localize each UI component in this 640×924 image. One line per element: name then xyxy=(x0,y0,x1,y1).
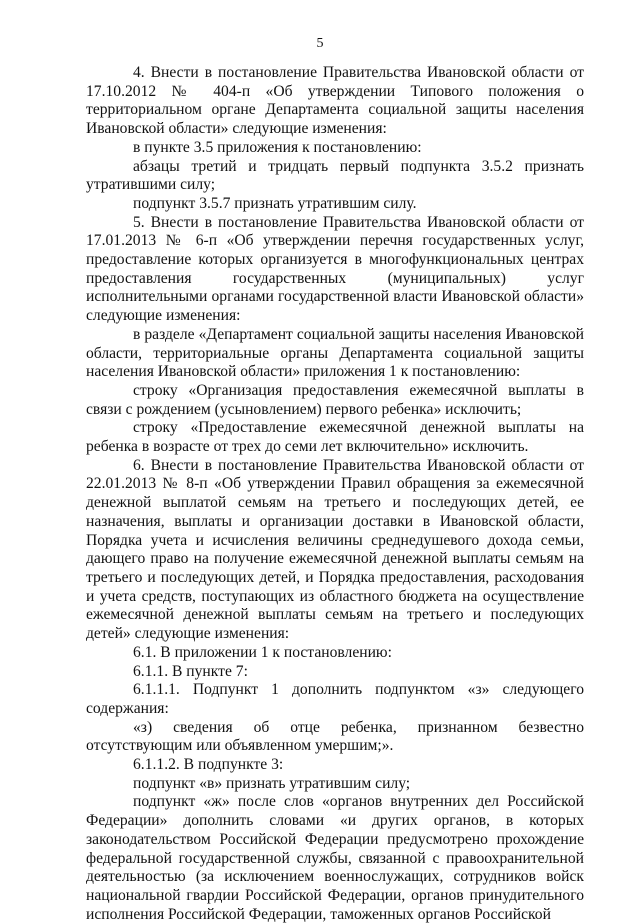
document-body xyxy=(86,64,584,924)
paragraph-subitem: «з) сведения об отце ребенка, признанном безвестно отсутствующим или объявленном умершим;». xyxy=(86,718,584,755)
paragraph-subitem: подпункт «ж» после слов «органов внутренних дел Российской Федерации» дополнить словами «и других органов, в которых законодательством Российской Федерации предусмотрено прохождение федеральной государственной службы, связанной с правоохранительной деятельностью (за исключением военнослужащих, сотрудников войск национальной гвардии Российской Федерации, органов принудительного исполнения Российской Федерации, таможенных органов Российской xyxy=(86,793,584,923)
paragraph-item-5: 5. Внести в постановление Правительства Ивановской области от 17.01.2013 № 6-п «Об утверждении перечня государственных услуг, предоставление которых организуется в многофункциональных центрах предоставления государственных (муниципальных) услуг исполнительными органами государственной власти Ивановской области» следующие изменения: xyxy=(86,213,584,325)
page-number: 5 xyxy=(316,36,324,51)
paragraph-subitem: в разделе «Департамент социальной защиты населения Ивановской области, территориальные органы Департамента социальной защиты населения Ивановской области» приложения 1 к постановлению: xyxy=(86,325,584,381)
paragraph-subitem: 6.1. В приложении 1 к постановлению: xyxy=(133,643,392,661)
paragraph-subitem: строку «Организация предоставления ежемесячной выплаты в связи с рождением (усыновлением) первого ребенка» исключить; xyxy=(86,381,584,418)
paragraph-subitem: строку «Предоставление ежемесячной денежной выплаты на ребенка в возрасте от трех до семи лет включительно» исключить. xyxy=(86,419,584,456)
paragraph-subitem: подпункт 3.5.7 признать утратившим силу. xyxy=(133,194,417,212)
paragraph-subitem: 6.1.1.2. В подпункте 3: xyxy=(133,756,284,774)
paragraph-subitem: 6.1.1. В пункте 7: xyxy=(133,662,248,680)
paragraph-subitem: в пункте 3.5 приложения к постановлению: xyxy=(133,138,422,156)
paragraph-item-6: 6. Внести в постановление Правительства Ивановской области от 22.01.2013 № 8-п «Об утверждении Правил обращения за ежемесячной денежной выплатой семьям на третьего и последующих детей, ее назначения, выплаты и организации доставки в Ивановской области, Порядка учета и исчисления величины среднедушевого дохода семьи, дающего право на получение ежемесячной денежной выплаты семьям на третьего и последующих детей, и Порядка предоставления, расходования и учета средств, поступающих из областного бюджета на осуществление ежемесячной денежной выплаты семьям на третьего и последующих детей» следующие изменения: xyxy=(86,456,584,643)
paragraph-subitem: 6.1.1.1. Подпункт 1 дополнить подпунктом «з» следующего содержания: xyxy=(86,681,584,717)
paragraph-subitem: подпункт «в» признать утратившим силу; xyxy=(133,774,411,792)
paragraph-item-4: 4. Внести в постановление Правительства Ивановской области от 17.10.2012 № 404-п «Об утверждении Типового положения о территориальном органе Департамента социальной защиты населения Ивановской области» следующие изменения: xyxy=(86,64,584,138)
paragraph-subitem: абзацы третий и тридцать первый подпункта 3.5.2 признать утратившими силу; xyxy=(86,157,584,194)
